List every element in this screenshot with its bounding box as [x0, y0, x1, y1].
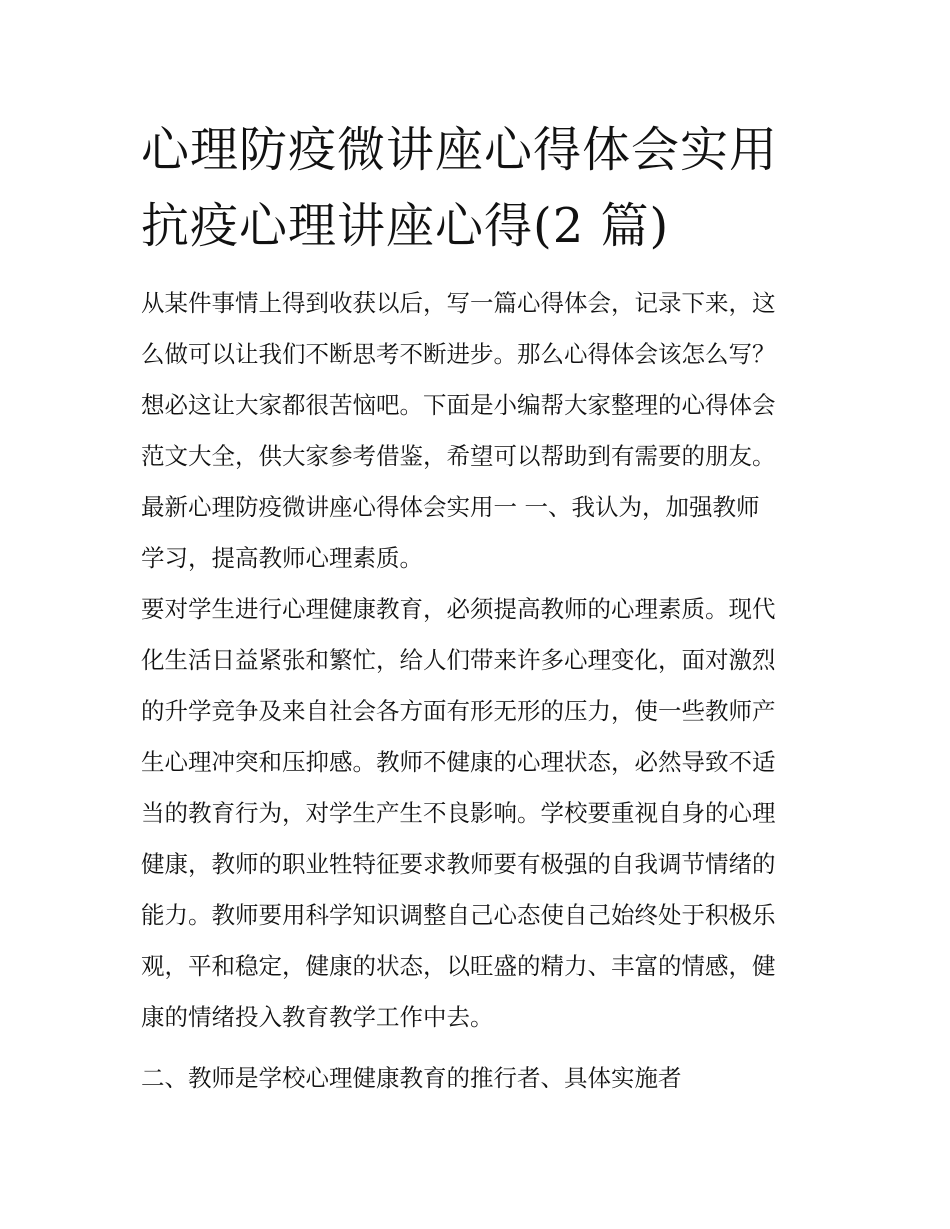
paragraph-teacher-quality — [141, 584, 821, 1043]
text-line: 健康，教师的职业牲特征要求教师要有极强的自我调节情绪的 — [141, 850, 776, 878]
document-body — [141, 278, 821, 1104]
text-line: 范文大全，供大家参考借鉴，希望可以帮助到有需要的朋友。 — [141, 442, 776, 470]
text-line: 从某件事情上得到收获以后，写一篇心得体会，记录下来，这 — [141, 289, 776, 317]
paragraph-section-two — [141, 1053, 821, 1104]
text-line: 么做可以让我们不断思考不断进步。那么心得体会该怎么写？ — [141, 340, 776, 368]
text-line: 能力。教师要用科学知识调整自己心态使自己始终处于积极乐 — [141, 901, 776, 929]
text-line: 观，平和稳定，健康的状态，以旺盛的精力、丰富的情感，健 — [141, 952, 776, 980]
text-line: 要对学生进行心理健康教育，必须提高教师的心理素质。现代 — [141, 595, 776, 623]
title-line: 心理防疫微讲座心得体会实用 — [141, 122, 779, 178]
paragraph-intro — [141, 278, 821, 584]
text-line: 化生活日益紧张和繁忙，给人们带来许多心理变化，面对激烈 — [141, 646, 776, 674]
text-line: 最新心理防疫微讲座心得体会实用一 一、我认为，加强教师 — [141, 493, 760, 521]
text-line: 当的教育行为，对学生产生不良影响。学校要重视自身的心理 — [141, 799, 776, 827]
text-line: 康的情绪投入教育教学工作中去。 — [141, 1003, 494, 1031]
paragraph-spacer — [141, 1043, 821, 1053]
text-line: 想必这让大家都很苦恼吧。下面是小编帮大家整理的心得体会 — [141, 391, 776, 419]
text-line: 学习，提高教师心理素质。 — [141, 544, 423, 572]
document-title — [141, 112, 821, 264]
text-line: 的升学竞争及来自社会各方面有形无形的压力，使一些教师产 — [141, 697, 776, 725]
text-line: 生心理冲突和压抑感。教师不健康的心理状态，必然导致不适 — [141, 748, 776, 776]
title-line: 抗疫心理讲座心得(2 篇) — [141, 198, 670, 254]
text-line: 二、教师是学校心理健康教育的推行者、具体实施者 — [141, 1064, 682, 1092]
